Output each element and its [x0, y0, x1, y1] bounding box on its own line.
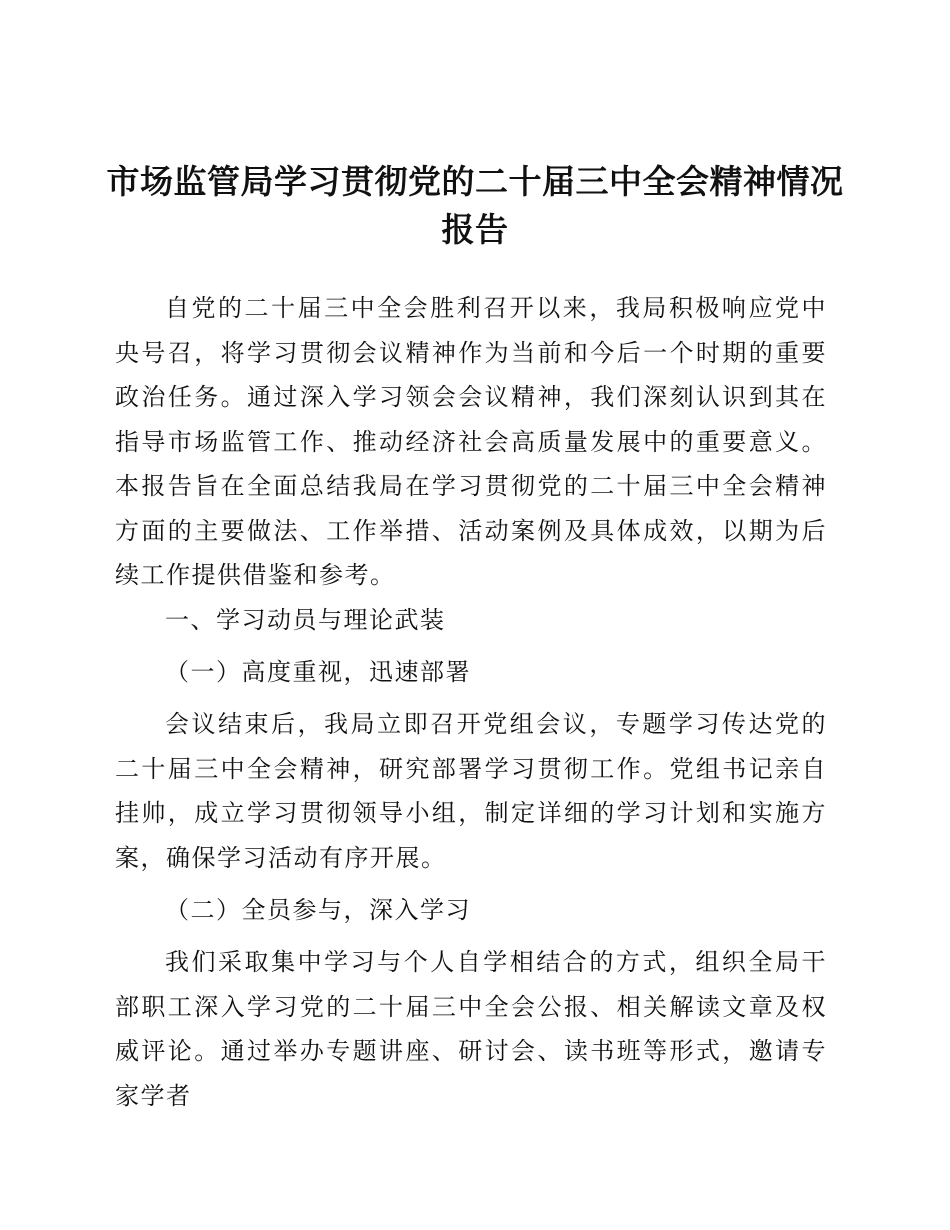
subsection-heading-1: （一）高度重视，迅速部署	[165, 658, 471, 686]
intro-paragraph: 自党的二十届三中全会胜利召开以来，我局积极响应党中央号召，将学习贯彻会议精神作为当前和今后一个时期的重要政治任务。通过深入学习领会会议精神，我们深刻认识到其在指导市场监管工作、推动经济社会高质量发展中的重要意义。本报告旨在全面总结我局在学习贯彻党的二十届三中全会精神方面的主要做法、工作举措、活动案例及具体成效，以期为后续工作提供借鉴和参考。	[115, 294, 827, 589]
section-heading-1: 一、学习动员与理论武装	[165, 606, 446, 634]
document-title: 市场监管局学习贯彻党的二十届三中全会精神情况报告	[106, 162, 844, 249]
subsection-heading-2: （二）全员参与，深入学习	[165, 896, 471, 924]
subsection-2-paragraph: 我们采取集中学习与个人自学相结合的方式，组织全局干部职工深入学习党的二十届三中全会公报、相关解读文章及权威评论。通过举办专题讲座、研讨会、读书班等形式，邀请专家学者	[115, 948, 827, 1110]
subsection-1-paragraph: 会议结束后，我局立即召开党组会议，专题学习传达党的二十届三中全会精神，研究部署学习贯彻工作。党组书记亲自挂帅，成立学习贯彻领导小组，制定详细的学习计划和实施方案，确保学习活动有序开展。	[115, 710, 827, 872]
